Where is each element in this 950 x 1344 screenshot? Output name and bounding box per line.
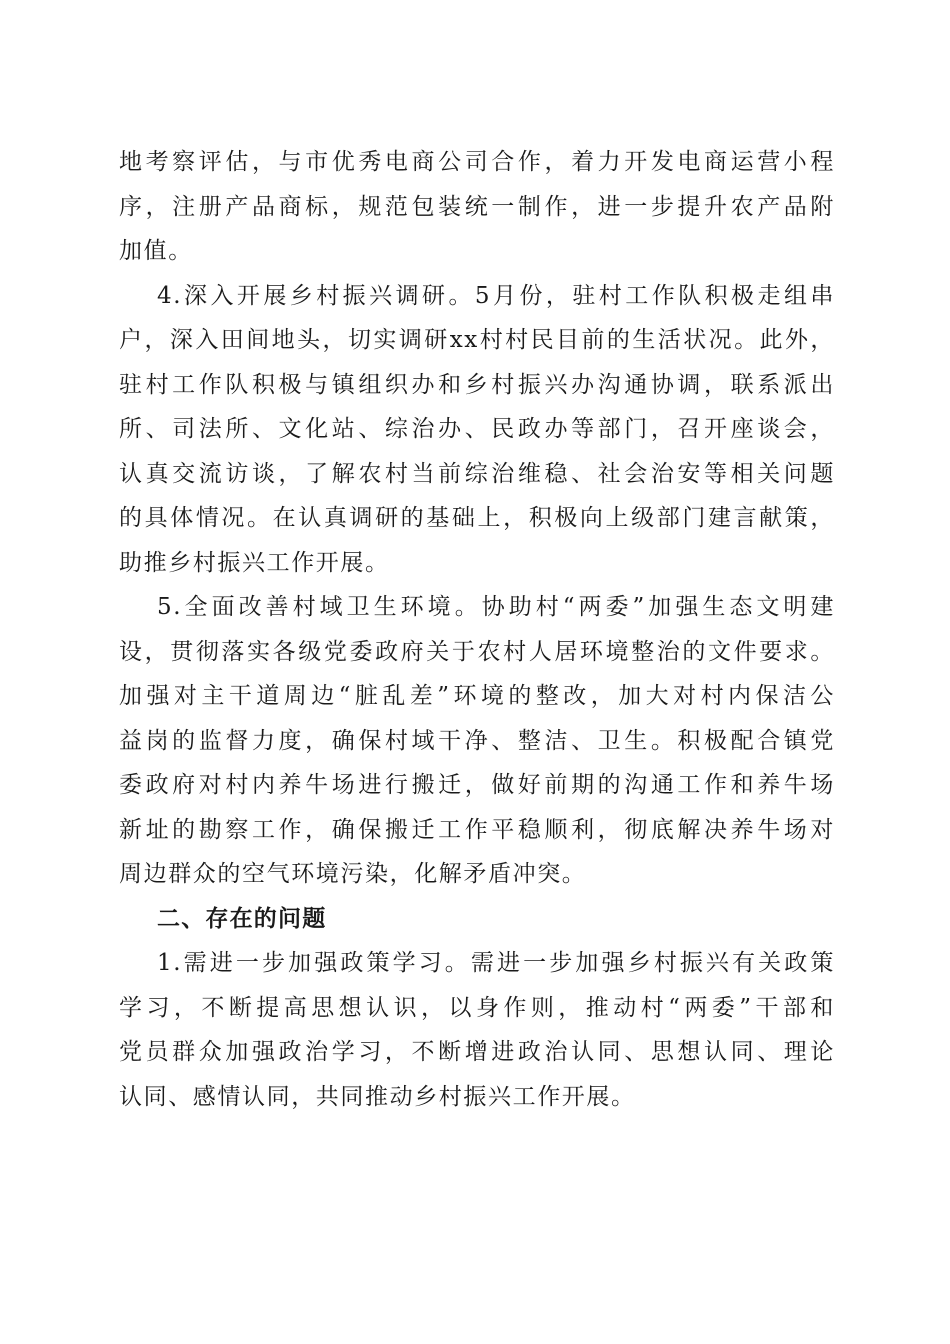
text-line: 益岗的监督力度，确保村域干净、整洁、卫生。积极配合镇党 bbox=[119, 727, 835, 754]
document-body bbox=[119, 140, 835, 1119]
text-line: 学习，不断提高思想认识，以身作则，推动村“两委”干部和 bbox=[119, 994, 835, 1021]
text-line: 所、司法所、文化站、综治办、民政办等部门，召开座谈会， bbox=[119, 416, 835, 442]
text-line: 户，深入田间地头，切实调研xx村村民目前的生活状况。此外， bbox=[119, 327, 835, 353]
text-line: 委政府对村内养牛场进行搬迁，做好前期的沟通工作和养牛场 bbox=[119, 772, 835, 798]
text-line: 驻村工作队积极与镇组织办和乡村振兴办沟通协调，联系派出 bbox=[119, 371, 835, 398]
text-line: 的具体情况。在认真调研的基础上，积极向上级部门建言献策， bbox=[119, 505, 835, 531]
text-line: 党员群众加强政治学习，不断增进政治认同、思想认同、理论 bbox=[119, 1039, 835, 1065]
text-line: 1.需进一步加强政策学习。需进一步加强乡村振兴有关政策 bbox=[157, 950, 835, 976]
text-line: 5.全面改善村域卫生环境。协助村“两委”加强生态文明建 bbox=[157, 594, 835, 620]
text-line: 设，贯彻落实各级党委政府关于农村人居环境整治的文件要求。 bbox=[119, 638, 835, 665]
text-line: 认真交流访谈，了解农村当前综治维稳、社会治安等相关问题 bbox=[119, 460, 835, 487]
text-line: 助推乡村振兴工作开展。 bbox=[119, 549, 390, 576]
text-line: 新址的勘察工作，确保搬迁工作平稳顺利，彻底解决养牛场对 bbox=[119, 816, 835, 843]
text-line: 4.深入开展乡村振兴调研。5月份，驻村工作队积极走组串 bbox=[157, 282, 835, 309]
text-line: 加值。 bbox=[119, 238, 193, 264]
section-heading: 二、存在的问题 bbox=[157, 905, 327, 932]
text-line: 地考察评估，与市优秀电商公司合作，着力开发电商运营小程 bbox=[119, 149, 835, 175]
text-line: 认同、感情认同，共同推动乡村振兴工作开展。 bbox=[119, 1083, 636, 1110]
text-line: 序，注册产品商标，规范包装统一制作，进一步提升农产品附 bbox=[119, 193, 835, 220]
text-line: 周边群众的空气环境污染，化解矛盾冲突。 bbox=[119, 861, 587, 887]
text-line: 加强对主干道周边“脏乱差”环境的整改，加大对村内保洁公 bbox=[119, 683, 835, 709]
